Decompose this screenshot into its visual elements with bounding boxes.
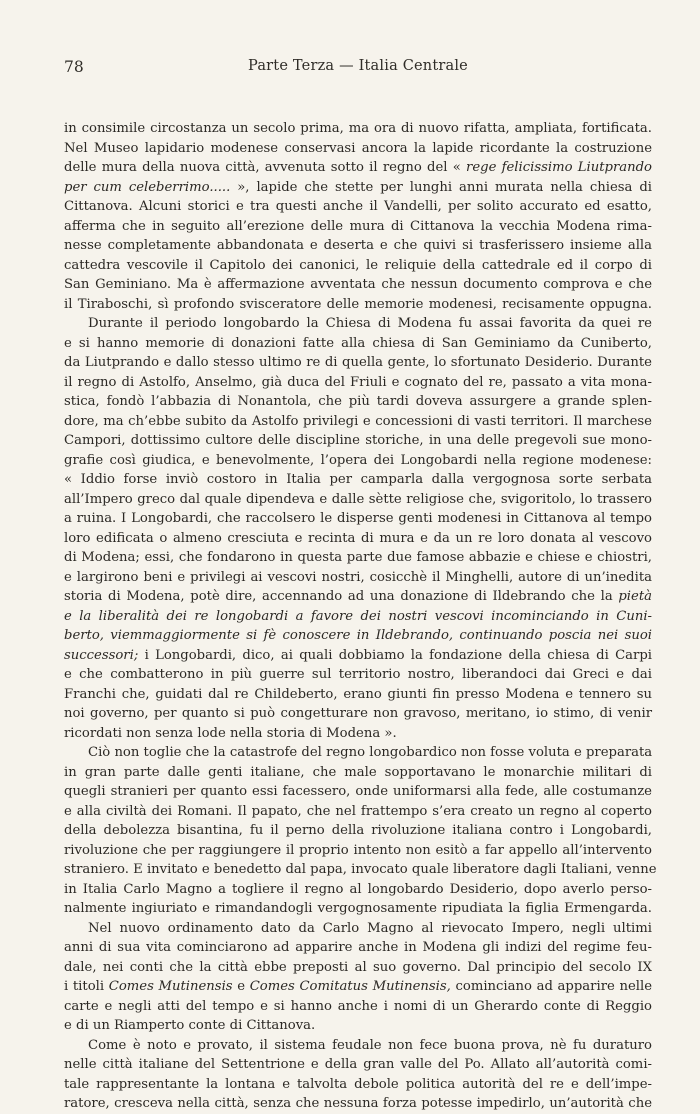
text-span: il Tiraboschi, sì profondo svisceratore delle memorie modenesi, recisamente oppugna. [64,296,652,312]
text-line [64,665,652,685]
text-span: cominciano ad apparire nelle [450,979,652,994]
text-span: e che combatterono in più guerre sul territorio nostro, liberandoci dai Greci e dai [64,667,652,682]
text-span: rivoluzione che per raggiungere il proprio intento non esitò a far appello all’intervento [64,842,652,858]
text-line [64,763,652,783]
text-line [64,743,652,763]
text-line [64,724,652,744]
text-span: della debolezza bisantina, fu il perno della rivoluzione italiana contro i Longobardi, [64,823,652,838]
text-span: Nel Museo lapidario modenese conservasi ancora la lapide ricordante la costruzione [64,140,652,156]
text-span: ratore, cresceva nella città, senza che nessuna forza potesse impedirlo, un’autorità che [64,1096,652,1111]
text-line [64,880,652,900]
text-line [64,899,652,919]
text-line [64,938,652,958]
text-line [64,821,652,841]
text-span: afferma che in seguito all’erezione delle mura di Cittanova la vecchia Modena rima- [64,218,652,234]
text-line [64,529,652,549]
text-line [64,1094,652,1114]
text-line [64,997,652,1017]
text-line [64,587,652,607]
text-line [64,217,652,237]
text-line [64,704,652,724]
text-line [64,256,652,276]
text-line [64,119,652,139]
text-span: da Liutprando e dallo stesso ultimo re di quella gente, lo sfortunato Desiderio. Durante [64,355,652,370]
text-line [64,626,652,646]
text-span: anni di sua vita cominciarono ad apparire anche in Modena gli indizi del regime feu- [64,940,652,955]
text-line [64,295,652,315]
text-span: Ciò non toglie che la catastrofe del regno longobardico non fosse voluta e preparata [88,745,653,760]
text-span: nelle città italiane del Settentrione e della gran valle del Po. Allato all’autorità comi- [64,1057,652,1072]
text-span: loro edificata o almeno cresciuta e recinta di mura e da un re loro donata al vescovo [64,530,652,546]
text-line [64,275,652,295]
text-span: Cittanova. Alcuni storici e tra questi anche il Vandelli, per solito accurato ed esatto, [64,199,652,214]
text-line [64,841,652,861]
italic-span: e la liberalità dei re longobardi a favore dei nostri vescovi incominciando in Cuni- [64,608,652,624]
text-line [64,178,652,198]
text-line [64,509,652,529]
body-text [64,119,657,1114]
italic-span: berto, viemmaggiormente si fè conoscere in Ildebrando, continuando poscia nei suoi [64,628,652,643]
text-line [64,490,652,510]
text-line [64,802,652,822]
text-line [64,646,652,666]
text-span: « Iddio forse inviò costoro in Italia per camparla dalla vergognosa sorte serbata [64,472,652,487]
text-span: noi governo, per quanto si può congetturare non gravoso, meritano, io stimo, di venir [64,706,652,721]
text-span: e si hanno memorie di donazioni fatte alla chiesa di San Geminiamo da Cuniberto, [64,335,652,351]
text-span: Come è noto e provato, il sistema feudale non fece buona prova, nè fu duraturo [88,1037,652,1053]
text-span: Campori, dottissimo cultore delle discipline storiche, in una delle pregevoli sue mono- [64,433,652,448]
text-span: Nel nuovo ordinamento dato da Carlo Magno al rievocato Impero, negli ultimi [88,920,652,936]
text-line [64,1036,652,1056]
text-span: in gran parte dalle genti italiane, che male sopportavano le monarchie militari di [64,764,652,780]
text-span: nesse completamente abbandonata e deserta e che quivi si trasferissero insieme alla [64,238,652,253]
text-span: e [232,979,250,994]
running-title: Parte Terza — Italia Centrale [248,58,468,74]
text-span: il regno di Astolfo, Anselmo, già duca del Friuli e cognato del re, passato a vita mona- [64,374,652,390]
text-span: Franchi che, guidati dal re Childeberto, erano giunti fin presso Modena e tennero su [64,686,652,702]
italic-span: Comes Comitatus Mutinensis, [249,979,451,994]
text-span: tale rappresentante la lontana e talvolta debole politica autorità del re e dell’impe- [64,1076,652,1092]
text-line [64,958,652,978]
text-line [64,607,652,627]
text-span: dore, ma ch’ebbe subito da Astolfo privilegi e concessioni di vasti territori. Il marchese [64,413,652,429]
text-span: i titoli [64,979,109,994]
text-span: dale, nei conti che la città ebbe preposti al suo governo. Dal principio del secolo IX [64,959,652,975]
italic-span: rege felicissimo Liutprando [466,160,652,175]
text-line [64,1075,652,1095]
text-span: all’Impero greco dal quale dipendeva e dalle sètte religiose che, svigoritolo, lo trassero [64,491,652,507]
text-span: », lapide che stette per lunghi anni murata nella chiesa di [230,179,653,195]
text-span: nalmente ingiuriato e rimandandogli vergognosamente ripudiata la figlia Ermengarda. [64,901,652,916]
text-span: Durante il periodo longobardo la Chiesa di Modena fu assai favorita da quei re [88,316,652,331]
text-line [64,334,652,354]
text-span: carte e negli atti del tempo e si hanno anche i nomi di un Gherardo conte di Reggio [64,998,652,1014]
text-line [64,470,652,490]
text-span: e largirono beni e privilegi ai vescovi nostri, cosicchè il Minghelli, autore di un’inedita [64,569,652,585]
text-line [64,139,652,159]
text-span: in consimile circostanza un secolo prima, ma ora di nuovo rifatta, ampliata, fortificata. [64,121,652,136]
text-span: quegli stranieri per quanto essi facessero, onde uniformarsi alla fede, alle costumanze [64,784,652,799]
text-span: di Modena; essi, che fondarono in questa parte due famose abbazie e chiese e chiostri, [64,550,652,565]
italic-span: pietà [618,589,652,604]
text-line [64,412,652,432]
text-line [64,1016,652,1036]
italic-span: Comes Mutinensis [108,979,233,994]
text-line [64,373,652,393]
text-line [64,548,652,568]
text-span: cattedra vescovile il Capitolo dei canonici, le reliquie della cattedrale ed il corpo di [64,257,652,273]
text-span: San Geminiano. Ma è affermazione avventata che nessun documento comprova e che [64,277,652,292]
text-span: in Italia Carlo Magno a togliere il regno al longobardo Desiderio, dopo averlo perso- [64,881,652,897]
italic-span: per cum celeberrimo..... [64,179,231,195]
text-line [64,860,657,880]
text-line [64,451,652,471]
text-span: stica, fondò l’abbazia di Nonantola, che più tardi doveva assurgere a grande splen- [64,394,652,409]
text-span: delle mura della nuova città, avvenuta sotto il regno del « [64,160,467,175]
text-line [64,158,652,178]
text-span: e alla civiltà dei Romani. Il papato, che nel frattempo s’era creato un regno al coperto [64,803,652,819]
text-span: e di un Riamperto conte di Cittanova. [64,1018,316,1033]
text-line [64,685,652,705]
text-span: grafie così giudica, e benevolmente, l’opera dei Longobardi nella regione modenese: [64,452,652,468]
text-span: i Longobardi, dico, ai quali dobbiamo la fondazione della chiesa di Carpi [138,647,652,663]
text-line [64,353,652,373]
page-number: 78 [64,58,84,76]
text-line [64,431,652,451]
text-line [64,919,652,939]
text-line [64,236,652,256]
italic-span: successori; [64,647,139,663]
text-line [64,314,652,334]
text-span: straniero. E invitato e benedetto dal papa, invocato quale liberatore dagli Italiani, venne [64,862,657,877]
text-span: ricordati non senza lode nella storia di Modena ». [64,725,397,741]
page-header [64,58,652,80]
text-span: a ruina. I Longobardi, che raccolsero le disperse genti modenesi in Cittanova al tempo [64,511,652,526]
text-line [64,392,652,412]
text-line [64,568,652,588]
text-line [64,197,652,217]
text-line [64,977,652,997]
text-line [64,1055,652,1075]
text-line [64,782,652,802]
text-span: storia di Modena, potè dire, accennando ad una donazione di Ildebrando che la [64,589,619,604]
